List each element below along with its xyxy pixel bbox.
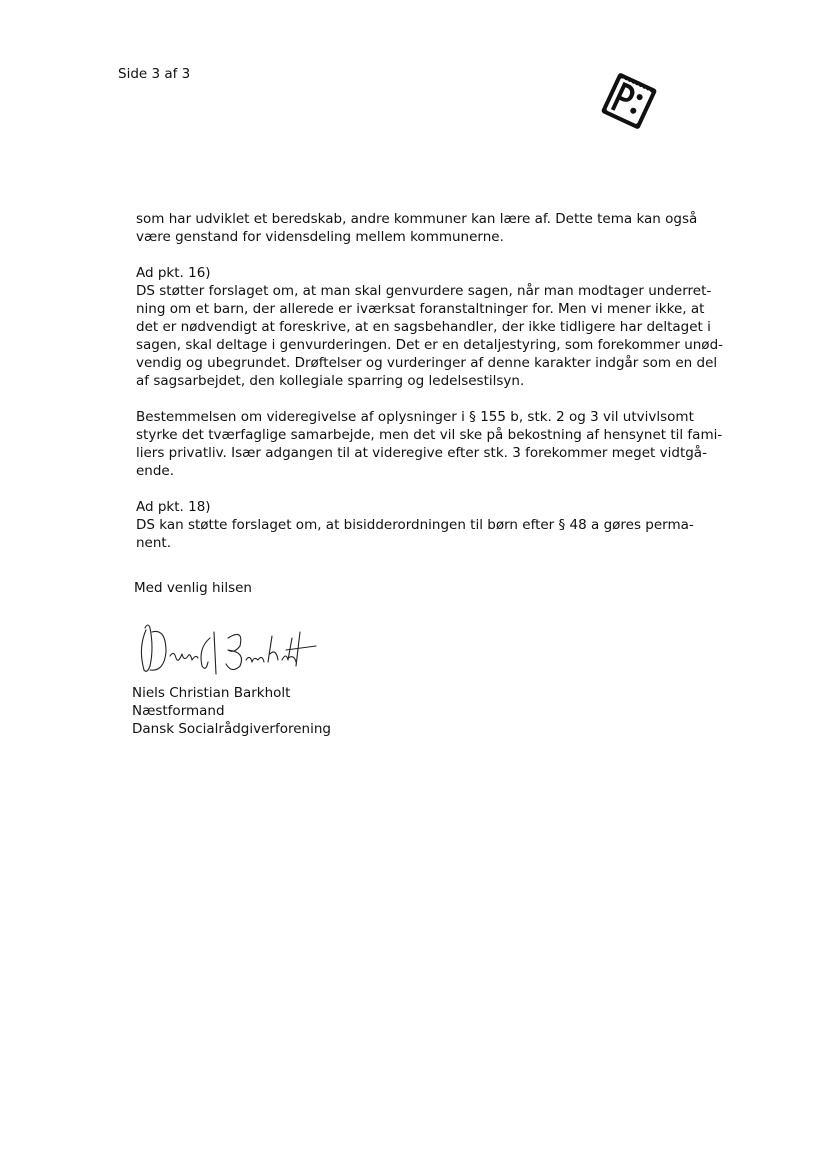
- text-line: være genstand for vidensdeling mellem kommunerne.: [136, 229, 504, 245]
- paragraph-pkt-18: [136, 498, 696, 552]
- paragraph-pkt-16: [136, 264, 724, 390]
- paragraph-155b: [136, 408, 723, 480]
- sender-organization: Dansk Socialrådgiverforening: [132, 721, 331, 737]
- closing-greeting: Med venlig hilsen: [134, 580, 252, 596]
- sender-block: [132, 684, 331, 738]
- text-line: som har udviklet et beredskab, andre kommuner kan lære af. Dette tema kan også: [136, 211, 698, 227]
- section-heading: Ad pkt. 18): [136, 499, 211, 515]
- text-line: Bestemmelsen om videregivelse af oplysninger i § 155 b, stk. 2 og 3 vil utvivlsomt: [136, 409, 694, 425]
- text-line: liers privatliv. Især adgangen til at videregive efter stk. 3 forekommer meget vidtgå-: [136, 445, 707, 461]
- text-line: styrke det tværfaglige samarbejde, men det vil ske på bekostning af hensynet til fami-: [136, 427, 723, 443]
- signature-icon: [136, 618, 320, 684]
- page-number: Side 3 af 3: [118, 66, 191, 82]
- ds-logo-icon: [598, 70, 660, 132]
- text-line: vendig og ubegrundet. Drøftelser og vurderinger af denne karakter indgår som en del: [136, 355, 718, 371]
- text-line: ning om et barn, der allerede er iværksat foranstaltninger for. Men vi mener ikke, at: [136, 301, 705, 317]
- text-line: DS støtter forslaget om, at man skal genvurdere sagen, når man modtager underret-: [136, 283, 712, 299]
- text-line: sagen, skal deltage i genvurderingen. Det er en detaljestyring, som forekommer unød-: [136, 337, 724, 353]
- text-line: ende.: [136, 463, 175, 479]
- letter-body: [136, 210, 724, 570]
- text-line: DS kan støtte forslaget om, at bisidderordningen til børn efter § 48 a gøres perma-: [136, 517, 694, 533]
- paragraph-continuation: [136, 210, 696, 246]
- text-line: nent.: [136, 535, 172, 551]
- sender-name: Niels Christian Barkholt: [132, 685, 291, 701]
- section-heading: Ad pkt. 16): [136, 265, 211, 281]
- text-line: det er nødvendigt at foreskrive, at en sagsbehandler, der ikke tidligere har deltaget i: [136, 319, 711, 335]
- text-line: af sagsarbejdet, den kollegiale sparring og ledelsestilsyn.: [136, 373, 525, 389]
- sender-title: Næstformand: [132, 703, 225, 719]
